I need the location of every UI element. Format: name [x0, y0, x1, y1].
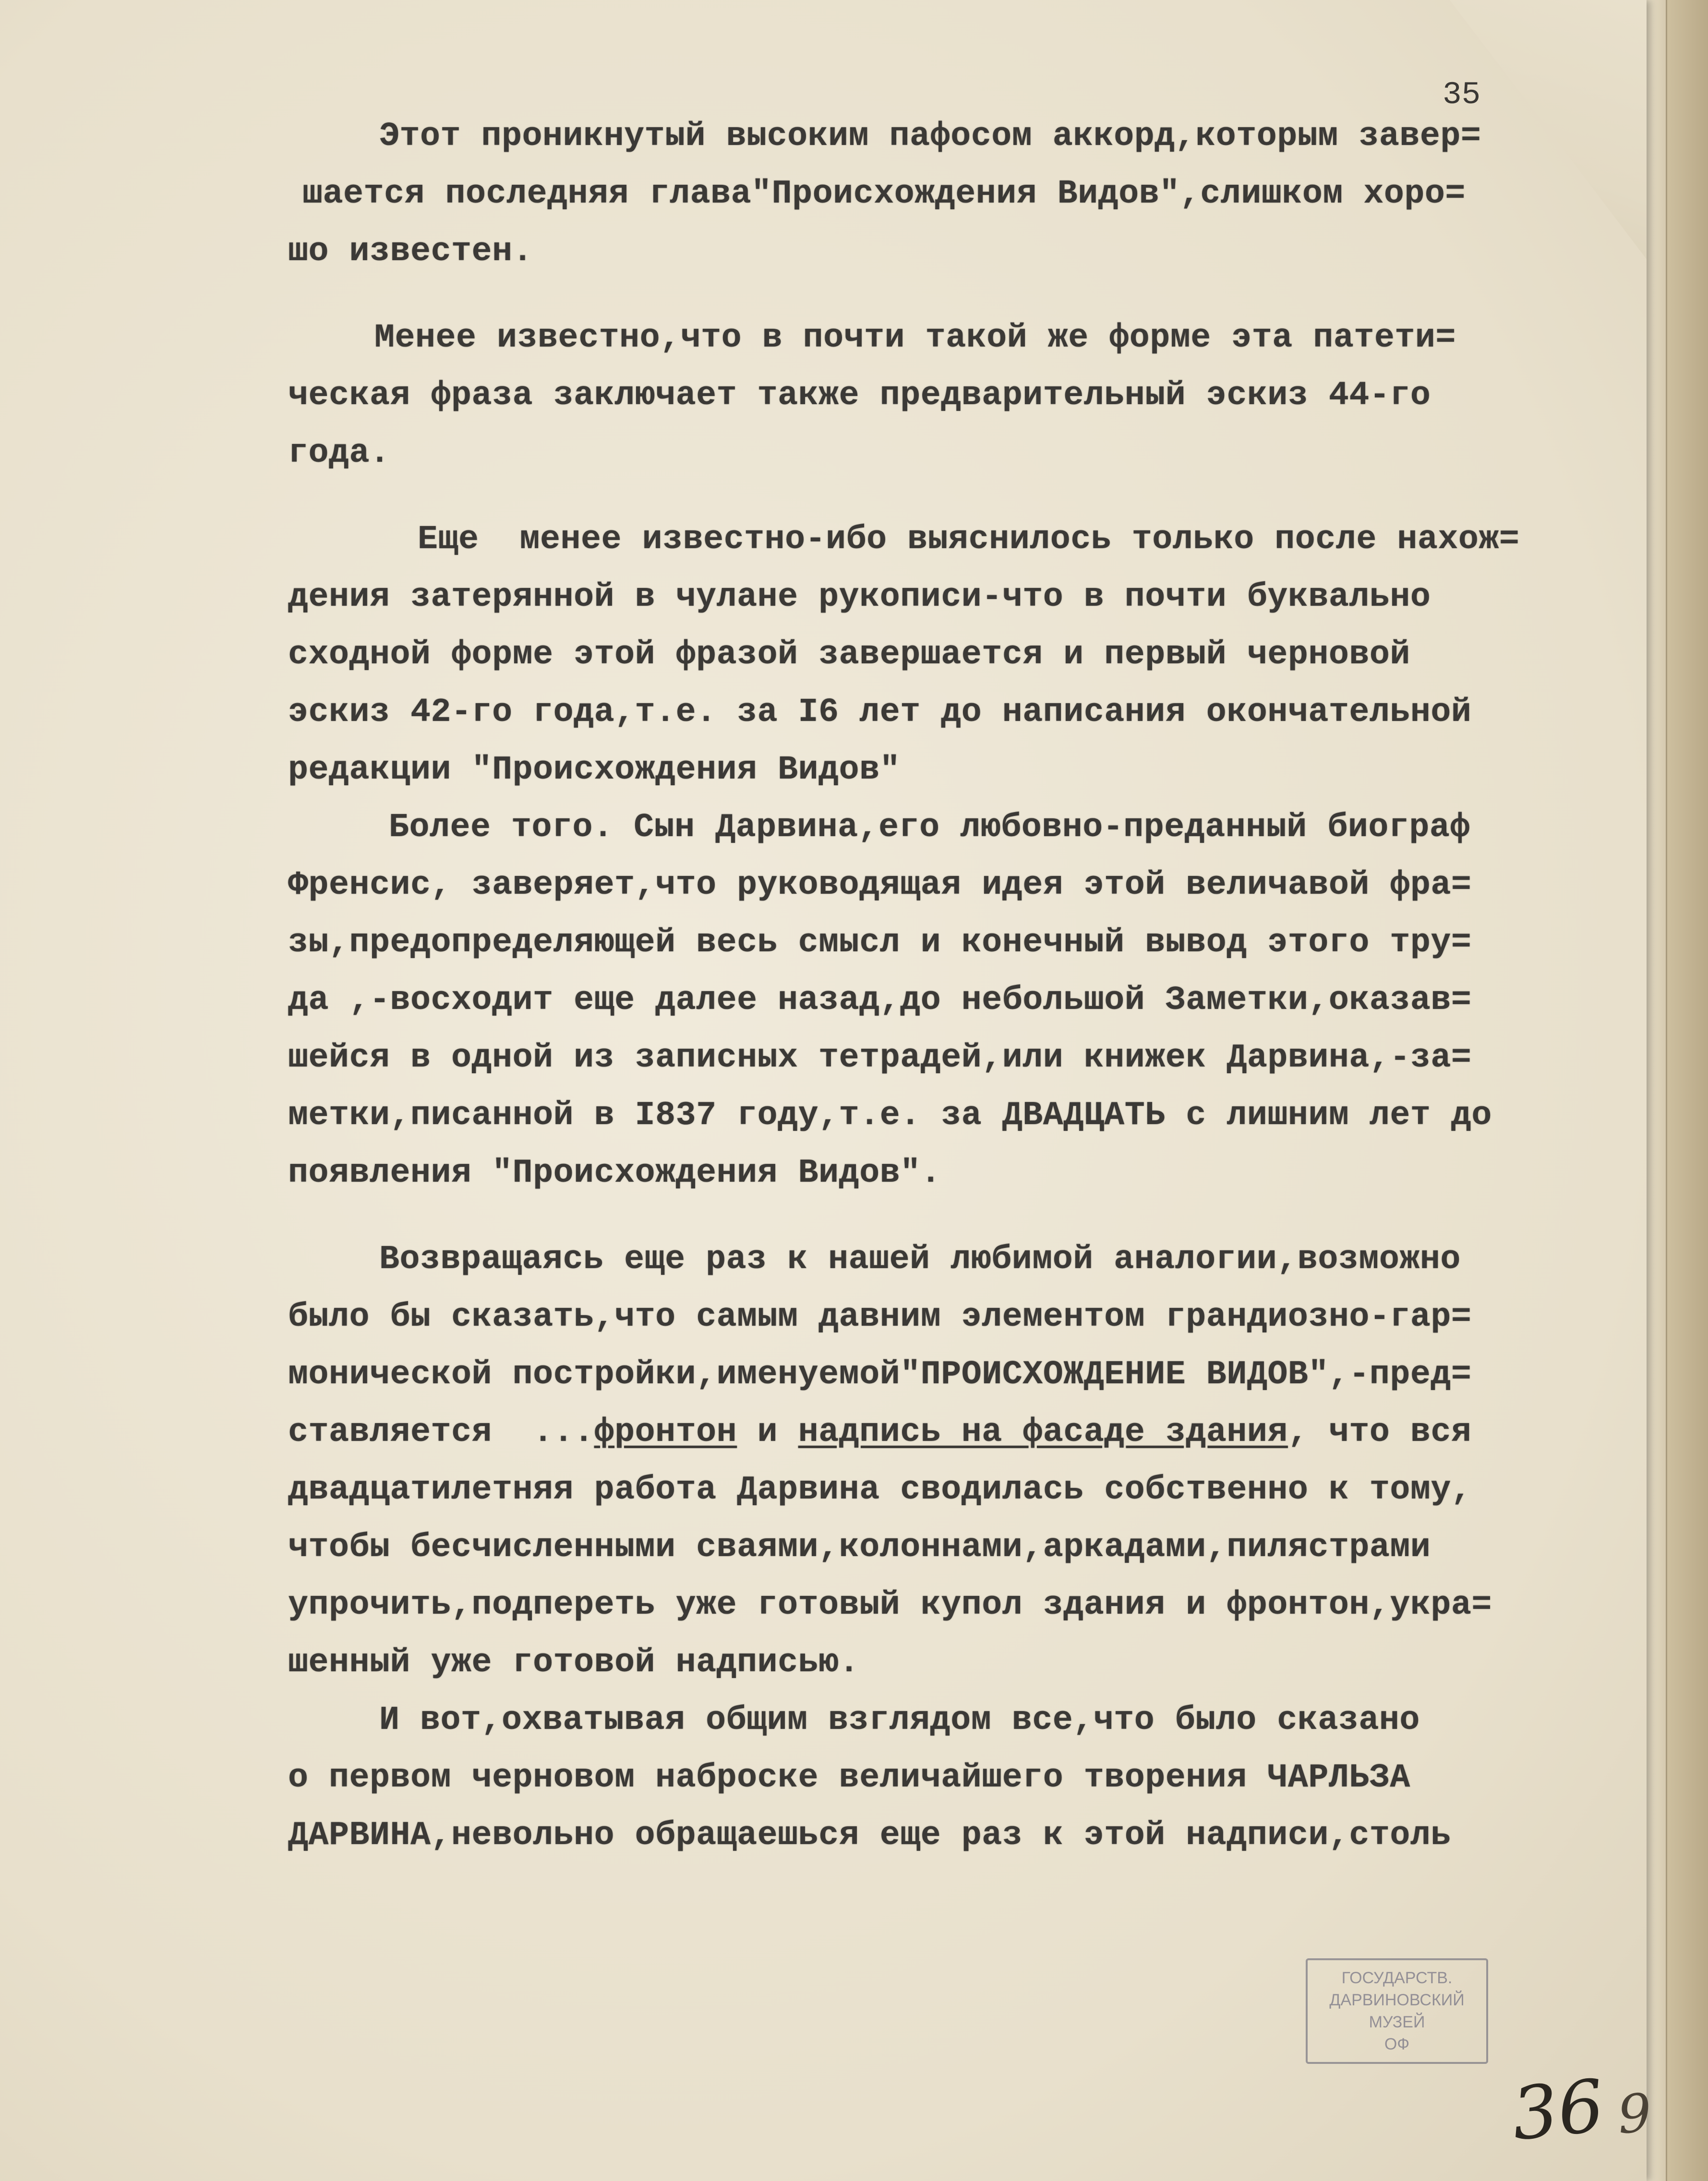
text-line: шенный уже готовой надписью.	[288, 1644, 860, 1682]
text-line: И вот,охватывая общим взглядом все,что было сказано	[379, 1702, 1420, 1739]
back-sheet-edge	[1666, 0, 1708, 2181]
text-line: было бы сказать,что самым давним элементом грандиозно-гар=	[288, 1298, 1472, 1336]
page-number: 35	[1443, 77, 1481, 113]
text-line: Менее известно,что в почти такой же форме эта патети=	[374, 319, 1456, 357]
text-line: редакции "Происхождения Видов"	[288, 751, 901, 789]
stamp-line-1: ГОСУДАРСТВ.	[1341, 1969, 1453, 1987]
document-text	[288, 108, 1584, 1865]
text-segment: ставляется ...	[288, 1414, 594, 1451]
text-line: Этот проникнутый высоким пафосом аккорд,которым завер=	[379, 118, 1481, 156]
text-line: двадцатилетняя работа Дарвина сводилась собственно к тому,	[288, 1471, 1472, 1509]
handwritten-mark: 9	[1615, 2082, 1654, 2146]
text-line: шо известен.	[288, 233, 533, 271]
text-line: ДАРВИНА,невольно обращаешься еще раз к этой надписи,столь	[288, 1817, 1451, 1855]
underlined-text: надпись на фасаде здания	[798, 1414, 1288, 1451]
text-line: эскиз 42-го года,т.е. за I6 лет до написания окончательной	[288, 694, 1472, 731]
text-segment: , что вся	[1287, 1414, 1472, 1451]
text-line: Еще менее известно-ибо выяснилось только после нахож=	[418, 521, 1520, 559]
text-line: сходной форме этой фразой завершается и первый черновой	[288, 636, 1410, 674]
text-line: Френсис, заверяет,что руководящая идея этой величавой фра=	[288, 866, 1472, 904]
handwritten-folio-number: 36	[1508, 2064, 1608, 2157]
text-line: ческая фраза заключает также предварительный эскиз 44-го	[288, 377, 1431, 415]
stamp-line-3: ОФ	[1384, 2035, 1410, 2053]
text-line: Более того. Сын Дарвина,его любовно-преданный биограф	[389, 809, 1470, 847]
paragraph-gap	[288, 1202, 1584, 1231]
text-line: монической постройки,именуемой"ПРОИСХОЖДЕНИЕ ВИДОВ",-пред=	[288, 1356, 1472, 1394]
paragraph-gap	[288, 281, 1584, 310]
text-line: года.	[288, 434, 390, 472]
text-line	[288, 1404, 1584, 1462]
text-segment: и	[737, 1414, 798, 1451]
text-line: зы,предопределяющей весь смысл и конечный вывод этого тру=	[288, 924, 1472, 962]
text-line: дения затерянной в чулане рукописи-что в почти буквально	[288, 578, 1431, 616]
text-line: Возвращаясь еще раз к нашей любимой аналогии,возможно	[379, 1241, 1461, 1279]
paragraph-gap	[288, 482, 1584, 511]
underlined-text: фронтон	[594, 1414, 737, 1451]
text-line: чтобы бесчисленными сваями,колоннами,аркадами,пилястрами	[288, 1529, 1431, 1567]
text-line: шейся в одной из записных тетрадей,или книжек Дарвина,-за=	[288, 1039, 1472, 1077]
stamp-line-2: ДАРВИНОВСКИЙ МУЗЕЙ	[1329, 1991, 1465, 2031]
text-line: шается последняя глава"Происхождения Видов",слишком хоро=	[302, 175, 1466, 213]
text-line: о первом черновом наброске величайшего творения ЧАРЛЬЗА	[288, 1759, 1410, 1797]
text-line: да ,-восходит еще далее назад,до небольшой Заметки,оказав=	[288, 982, 1472, 1019]
text-line: упрочить,подпереть уже готовый купол здания и фронтон,укра=	[288, 1586, 1492, 1624]
text-line: появления "Происхождения Видов".	[288, 1154, 941, 1192]
archive-stamp	[1306, 1958, 1488, 2064]
text-line: метки,писанной в I837 году,т.е. за ДВАДЦАТЬ с лишним лет до	[288, 1097, 1492, 1135]
